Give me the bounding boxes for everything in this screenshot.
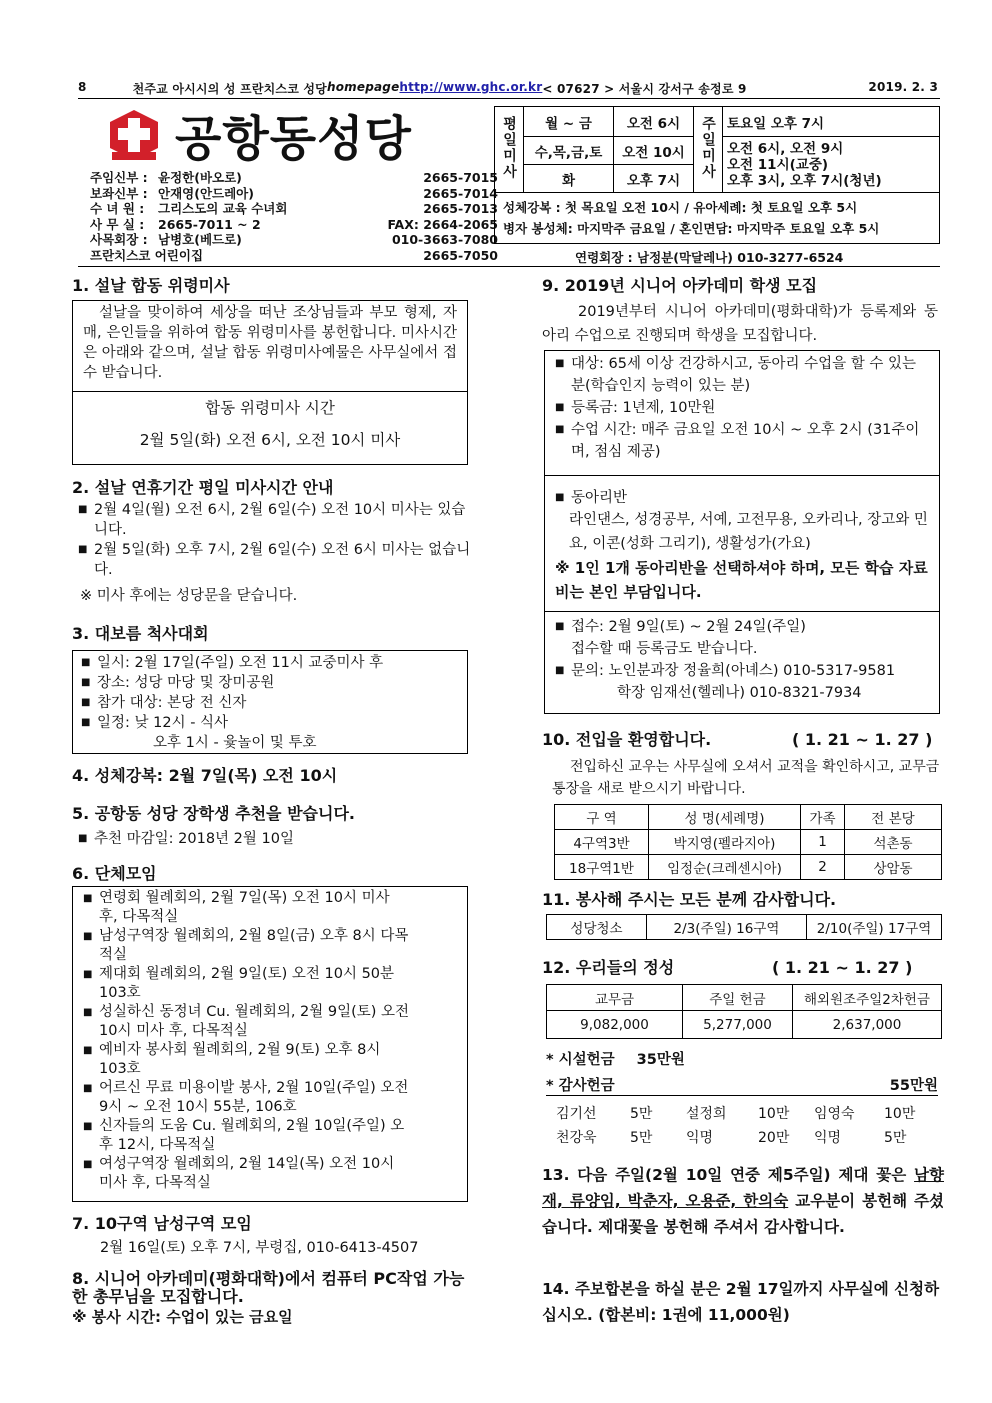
section-2-note: ※ 미사 후에는 성당문을 닫습니다. — [80, 588, 298, 604]
list-item: ■ 2월 4일(월) 오전 6시, 2월 6일(수) 오전 10시 미사는 있습니다. — [76, 500, 472, 540]
list-item: ■ 어르신 무료 미용이발 봉사, 2월 10일(주일) 오전 9시 ~ 오전 10시 55분, 106호 — [81, 1079, 411, 1117]
section-3-box — [72, 650, 468, 754]
club-note: ※ 1인 1개 동아리반을 선택하셔야 하며, 모든 학습 자료비는 본인 부담입니다. — [555, 559, 928, 601]
list-item: ■ 추천 마감일: 2018년 2월 10일 — [76, 829, 294, 849]
volunteer-table — [546, 914, 942, 940]
table-row: 18구역1반 임정순(크레센시아) 2 상암동 — [555, 855, 942, 880]
section-8-note: ※ 봉사 시간: 수업이 있는 금요일 — [72, 1308, 293, 1326]
parish-line: 천주교 아시시의 성 프란치스코 성당 — [132, 82, 327, 96]
sunday-times: 오전 6시, 오전 9시 오전 11시(교중) 오후 3시, 오후 7시(청년) — [723, 137, 940, 193]
column-header: 해외원조주일2차헌금 — [793, 985, 942, 1011]
table-row: 4구역3반 박지영(펠라지아) 1 석촌동 — [555, 830, 942, 855]
header-rule — [78, 98, 940, 99]
list-item: ■ 문의: 노인분과장 정율희(아녜스) 010-5317-9581 — [553, 660, 931, 682]
contact-dean: 학장 임재선(헬레나) 010-8321-7934 — [617, 685, 862, 701]
section-1-heading: 1. 설날 합동 위령미사 — [72, 276, 230, 295]
section-4-heading: 4. 성체강복: 2월 7일(목) 오전 10시 — [72, 766, 338, 785]
funeral-president: 연령회장 : 남정분(막달레나) 010-3277-6524 — [575, 250, 844, 265]
list-item: ■ 성실하신 동정녀 Cu. 월례회의, 2월 9일(토) 오전 10시 미사 후, 다목적실 — [81, 1003, 411, 1041]
list-item: ■ 남성구역장 월례회의, 2월 8일(금) 오후 8시 다목적실 — [81, 927, 411, 965]
memorial-mass-title: 합동 위령미사 시간 — [205, 399, 335, 417]
section-7-heading: 7. 10구역 남성구역 모임 — [72, 1214, 252, 1233]
list-item: ■ 등록금: 1년제, 10만원 — [553, 397, 931, 419]
section-12-range: ( 1. 21 ~ 1. 27 ) — [772, 958, 913, 977]
thanks-offering: * 감사헌금 55만원 — [546, 1074, 938, 1096]
list-item: ■ 연령회 월례회의, 2월 7일(목) 오전 10시 미사 후, 다목적실 — [81, 889, 411, 927]
table-row: 9,082,000 5,277,000 2,637,000 — [547, 1011, 942, 1039]
schedule-extra: 오후 1시 - 윷놀이 및 투호 — [153, 735, 317, 751]
page-number: 8 — [78, 80, 87, 94]
section-1-box — [72, 300, 468, 465]
column-header: 성 명(세례명) — [649, 805, 801, 830]
mass-info: 성체강복 : 첫 목요일 오전 10시 / 유아세례: 첫 토요일 오후 5시 병자 봉성체: 마지막주 금요일 / 혼인면담: 마지막주 토요일 오후 5시 — [494, 193, 940, 244]
homepage-label: homepage — [326, 80, 400, 94]
homepage-link[interactable]: http://www.ghc.or.kr — [399, 80, 543, 94]
section-9-box-2 — [544, 476, 940, 612]
section-5-heading: 5. 공항동 성당 장학생 추천을 받습니다. — [72, 804, 355, 823]
section-10-range: ( 1. 21 ~ 1. 27 ) — [792, 730, 933, 749]
registration-note: 접수할 때 등록금도 받습니다. — [571, 641, 758, 657]
mass-schedule — [494, 106, 940, 244]
address: < 07627 > 서울시 강서구 송정로 9 — [542, 82, 747, 96]
section-6-heading: 6. 단체모임 — [72, 864, 157, 883]
header-line — [78, 80, 938, 97]
list-item: ■ 접수: 2월 9일(토) ~ 2월 24일(주일) — [553, 616, 931, 638]
facility-offering: * 시설헌금 35만원 — [546, 1052, 685, 1068]
list-item: ■ 여성구역장 월례회의, 2월 14일(목) 오전 10시 미사 후, 다목적실 — [81, 1155, 411, 1193]
list-item: ■ 수업 시간: 매주 금요일 오전 10시 ~ 오후 2시 (31주이며, 점심 제공) — [553, 419, 931, 463]
column-header: 교무금 — [547, 985, 683, 1011]
table-row: 성당청소 2/3(주일) 16구역 2/10(주일) 17구역 — [547, 915, 942, 940]
list-item: ■ 신자들의 도움 Cu. 월례회의, 2월 10일(주일) 오후 12시, 다목적실 — [81, 1117, 411, 1155]
section-6-box — [72, 886, 468, 1202]
staff-row: 주임신부 : 윤정한(바오로) 2665-7015 — [90, 170, 498, 185]
section-12-heading: 12. 우리들의 정성 — [542, 958, 675, 977]
mass-day: 월 ~ 금 — [524, 107, 614, 137]
memorial-mass-time: 2월 5일(화) 오전 6시, 오전 10시 미사 — [139, 431, 401, 449]
list-item: ■ 대상: 65세 이상 건강하시고, 동아리 수업을 할 수 있는 분(학습인지 능력이 있는 분) — [553, 353, 931, 397]
memorial-mass-box — [73, 391, 467, 456]
column-header: 전 본당 — [845, 805, 942, 830]
list-item: ■ 2월 5일(화) 오후 7시, 2월 6일(수) 오전 6시 미사는 없습니다. — [76, 540, 472, 580]
staff-row: 수 녀 원 : 그리스도의 교육 수녀회 2665-7013 — [90, 201, 498, 216]
staff-row: 보좌신부 : 안재영(안드레아) 2665-7014 — [90, 185, 498, 201]
staff-list — [90, 170, 500, 263]
section-9-box-1 — [544, 350, 940, 476]
column-header: 주일 헌금 — [683, 985, 793, 1011]
sunday-time: 토요일 오후 7시 — [723, 107, 940, 137]
staff-row: 사목회장 : 남병호(베드로) 010-3663-7080 — [90, 232, 498, 247]
section-10-heading: 10. 전입을 환영합니다. — [542, 730, 712, 749]
offering-table — [546, 984, 942, 1039]
section-3-heading: 3. 대보름 척사대회 — [72, 624, 209, 643]
section-13: 13. 다음 주일(2월 10일 연중 제5주일) 제대 꽃은 남향재, 류양임, 박춘자, 오용준, 한의숙 교우분이 봉헌해 주셨습니다. 제대꽃을 봉헌해 주셔서 감사합니다. — [542, 1166, 944, 1236]
staff-row: 프란치스코 어린이집 2665-7050 — [90, 247, 498, 263]
donor-row: 천강욱 5만 익명 20만 익명 5만 — [556, 1130, 907, 1146]
donor-list — [556, 1102, 926, 1150]
issue-date: 2019. 2. 3 — [868, 80, 938, 94]
weekday-mass-label: 평일미사 — [495, 107, 524, 193]
section-11-heading: 11. 봉사해 주시는 모든 분께 감사합니다. — [542, 890, 837, 909]
section-9-body: 2019년부터 시니어 아카데미(평화대학)가 등록제와 동아리 수업으로 진행되며 학생을 모집합니다. — [542, 304, 938, 344]
altar-flower-donors: 남향재, 류양임, 박춘자, 오용준, 한의숙 — [542, 1166, 944, 1210]
list-item: ■ 예비자 봉사회 월례회의, 2월 9(토) 오후 8시 103호 — [81, 1041, 411, 1079]
mass-day: 수,목,금,토 — [524, 137, 614, 165]
section-9-box-3 — [544, 612, 940, 714]
masthead-rule — [78, 266, 940, 267]
mass-time: 오전 10시 — [614, 137, 694, 165]
section-2-heading: 2. 설날 연휴기간 평일 미사시간 안내 — [72, 478, 334, 497]
mass-time: 오후 7시 — [614, 165, 694, 193]
donor-row: 김기선 5만 설정희 10만 임영숙 10만 — [556, 1106, 916, 1122]
list-item: ■ 제대회 월례회의, 2월 9일(토) 오전 10시 50분 103호 — [81, 965, 411, 1003]
staff-row: 사 무 실 : 2665-7011 ~ 2 FAX: 2664-2065 — [90, 216, 498, 232]
column-header: 구 역 — [555, 805, 649, 830]
section-5-list — [76, 829, 294, 849]
section-2-list — [76, 500, 472, 580]
sunday-mass-label: 주일미사 — [694, 107, 723, 193]
list-item: ■ 일시: 2월 17일(주일) 오전 11시 교중미사 후 — [79, 653, 461, 673]
section-9-heading: 9. 2019년 시니어 아카데미 학생 모집 — [542, 276, 818, 295]
mass-time: 오전 6시 — [614, 107, 694, 137]
mass-day: 화 — [524, 165, 614, 193]
section-1-body: 설날을 맞이하여 세상을 떠난 조상님들과 부모 형제, 자매, 은인들을 위하여 합동 위령미사를 봉헌합니다. 미사시간은 아래와 같으며, 설날 합동 위령미사예물은 사무실에서 접수 받습니다. — [83, 305, 457, 381]
section-14: 14. 주보합본을 하실 분은 2월 17일까지 사무실에 신청하십시오. (합본비: 1권에 11,000원) — [542, 1280, 940, 1324]
list-item: ■ 참가 대상: 본당 전 신자 — [79, 693, 461, 713]
list-item: ■ 일정: 낮 12시 - 식사 — [79, 713, 461, 733]
parish-logo-icon — [108, 108, 160, 162]
list-item: ■ 장소: 성당 마당 및 장미공원 — [79, 673, 461, 693]
list-item: ■ 동아리반 — [553, 488, 931, 508]
section-10-body: 전입하신 교우는 사무실에 오셔서 교적을 확인하시고, 교무금 통장을 새로 받으시기 바랍니다. — [552, 759, 940, 797]
club-list: 라인댄스, 성경공부, 서예, 고전무용, 오카리나, 장고와 민요, 이콘(성화 그리기), 생활성가(가요) — [569, 512, 928, 552]
section-7-body: 2월 16일(토) 오후 7시, 부령집, 010-6413-4507 — [100, 1240, 419, 1256]
section-8-heading: 8. 시니어 아카데미(평화대학)에서 컴퓨터 PC작업 가능한 총무님을 모집합니다. — [72, 1269, 465, 1306]
transfer-table — [554, 804, 942, 880]
parish-title: 공항동성당 — [175, 111, 412, 167]
column-header: 가족 — [801, 805, 845, 830]
